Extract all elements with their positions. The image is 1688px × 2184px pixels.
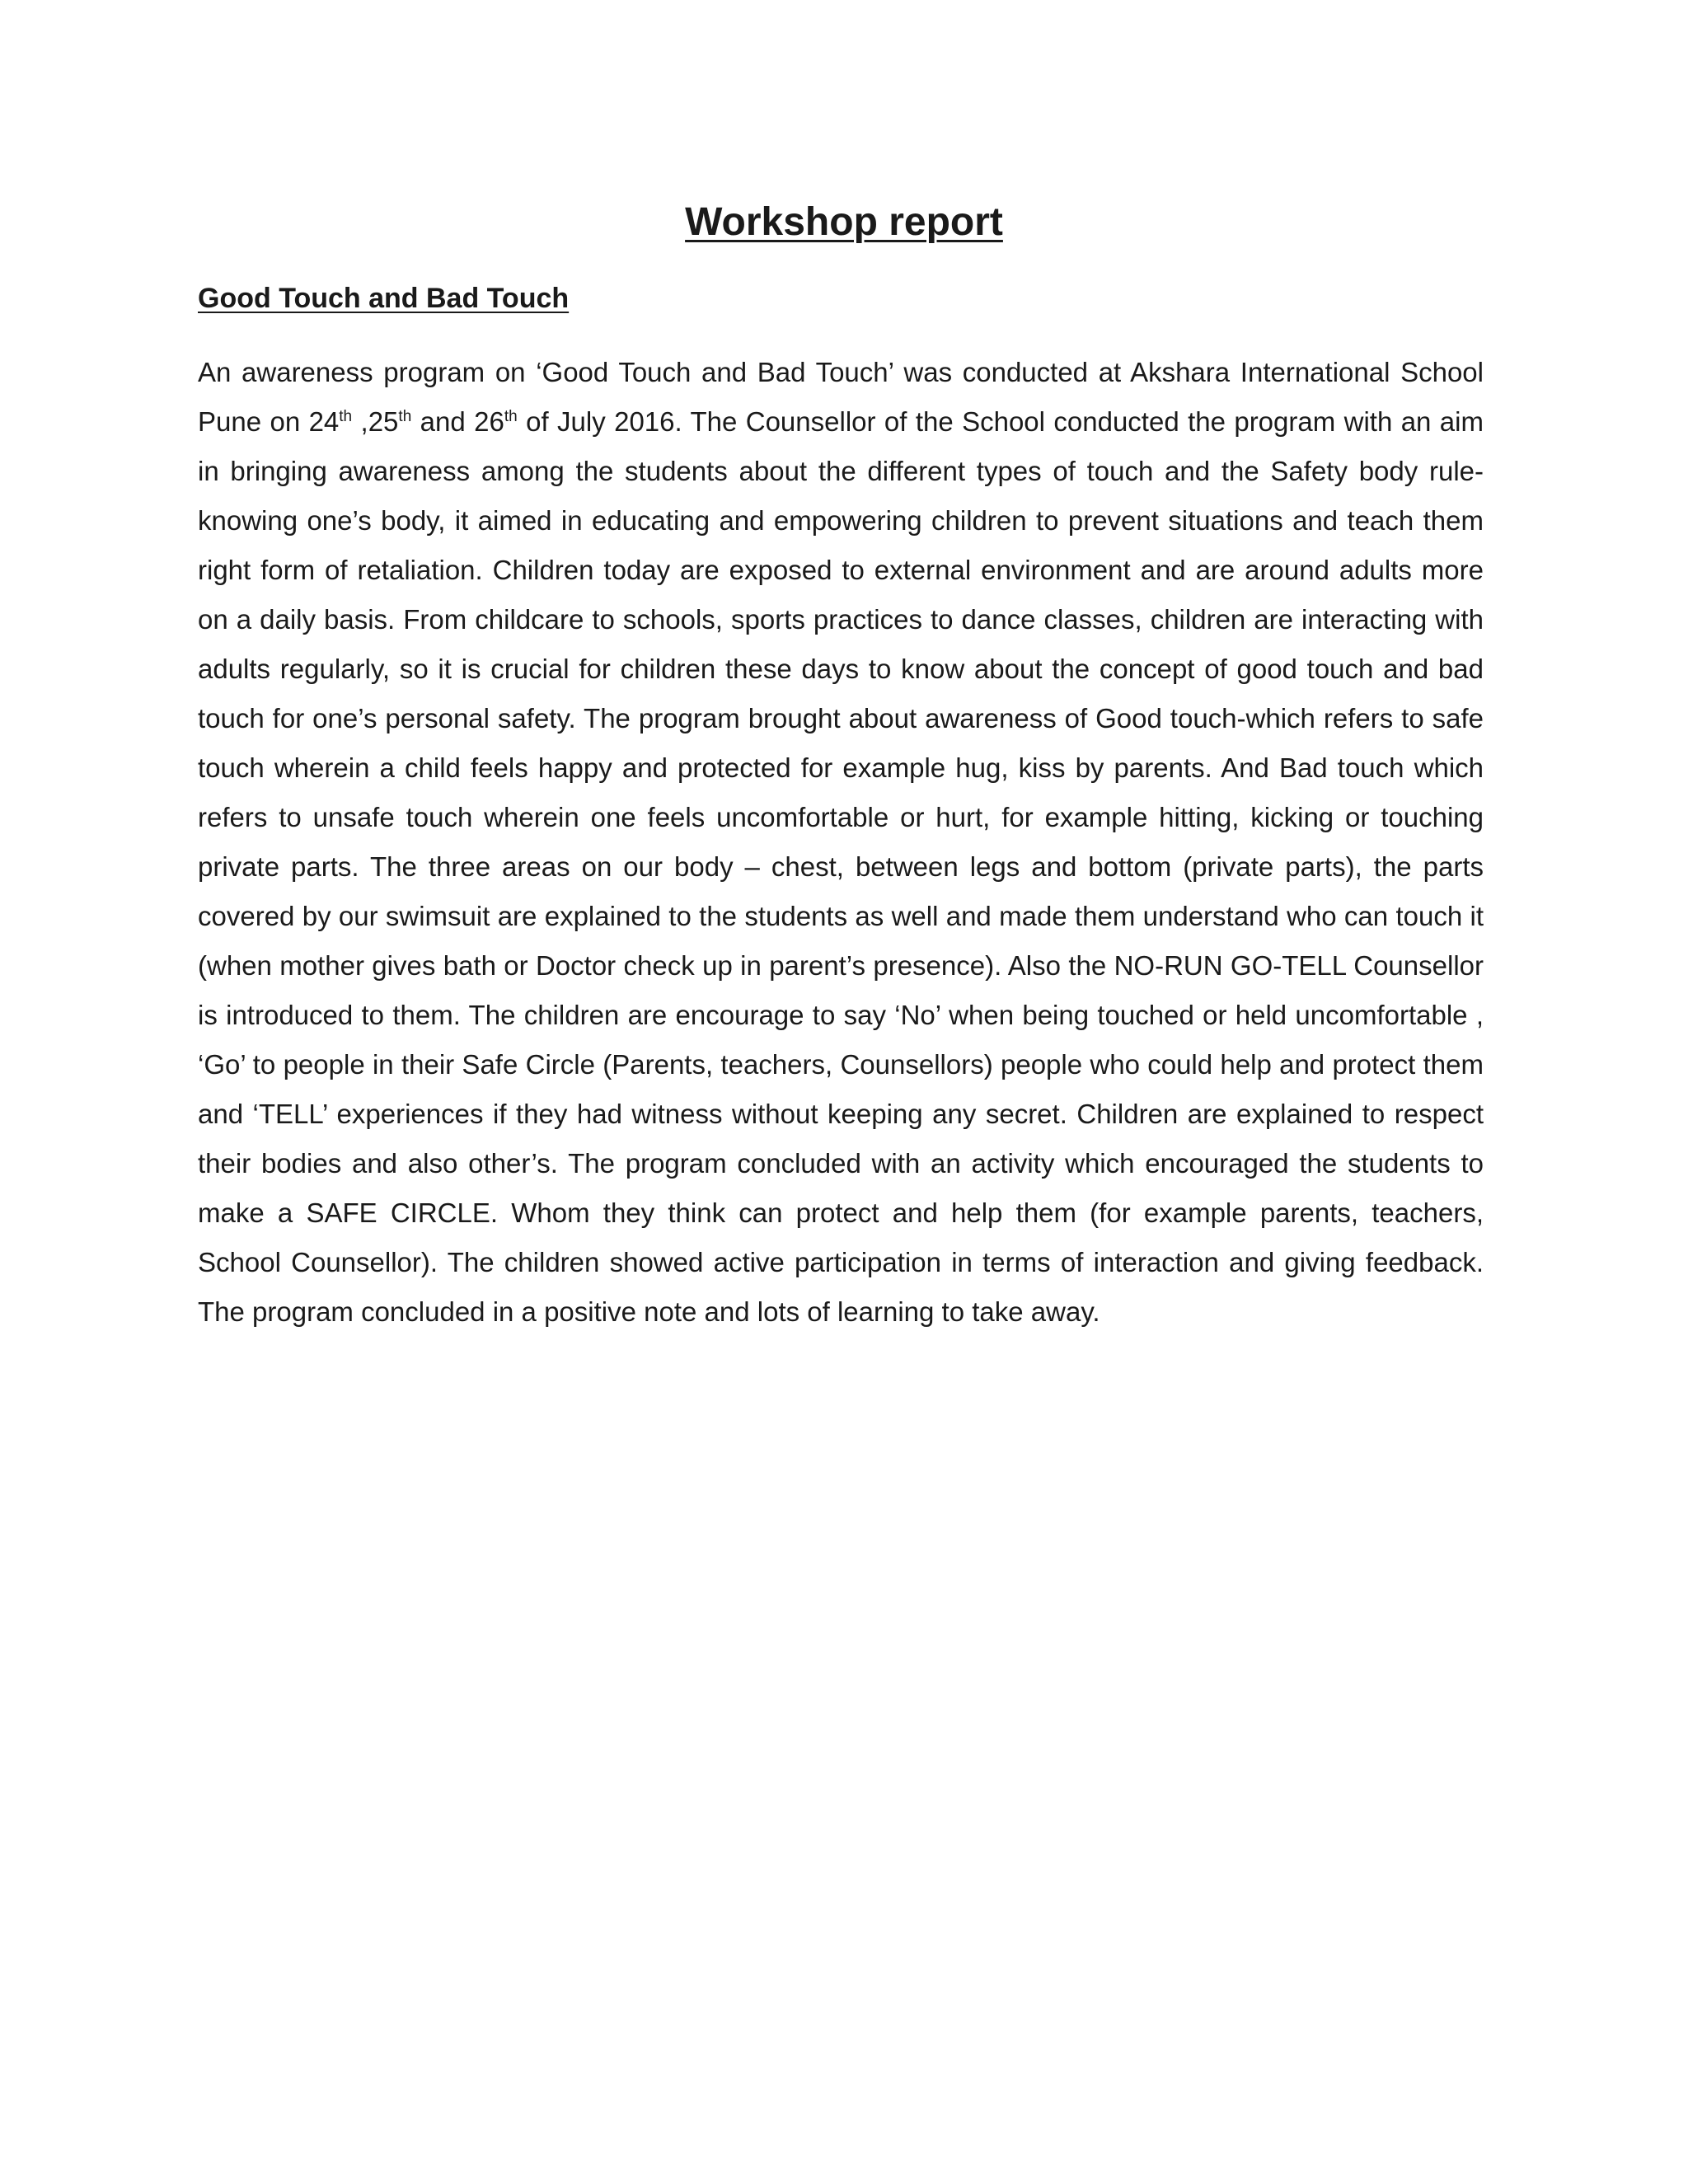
ordinal-suffix-1: th	[339, 408, 353, 425]
paragraph-text-part-4: of July 2016. The Counsellor of the School conducted the program with an aim in bringing awareness among the students about the different types of touch and the Safety body rule- knowing one’s body, it aimed in educating and empowering children to prevent situations and teach them right form of retaliation. Children today are exposed to external environment and are around adults more on a daily basis. From childcare to schools, sports practices to dance classes, children are interacting with adults regularly, so it is crucial for children these days to know about the concept of good touch and bad touch for one’s personal safety. The program brought about awareness of Good touch-which refers to safe touch wherein a child feels happy and protected for example hug, kiss by parents. And Bad touch which refers to unsafe touch wherein one feels uncomfortable or hurt, for example hitting, kicking or touching private parts. The three areas on our body – chest, between legs and bottom (private parts), the parts covered by our swimsuit are explained to the students as well and made them understand who can touch it (when mother gives bath or Doctor check up in parent’s presence). Also the NO-RUN GO-TELL Counsellor is introduced to them. The children are encourage to say ‘No’ when being touched or held uncomfortable , ‘Go’ to people in their Safe Circle (Parents, teachers, Counsellors) people who could help and protect them and ‘TELL’ experiences if they had witness without keeping any secret. Children are explained to respect their bodies and also other’s. The program concluded with an activity which encouraged the students to make a SAFE CIRCLE. Whom they think can protect and help them (for example parents, teachers, School Counsellor). The children showed active participation in terms of interaction and giving feedback. The program concluded in a positive note and lots of learning to take away.	[198, 406, 1484, 1327]
ordinal-suffix-3: th	[504, 408, 518, 425]
paragraph-text-part-1: An awareness program on ‘Good Touch and Bad Touch’ was conducted at Akshara International School Pune on 24	[198, 357, 1484, 437]
paragraph-text-part-3: and 26	[411, 406, 504, 437]
ordinal-suffix-2: th	[398, 408, 412, 425]
paragraph-text-part-2: ,25	[352, 406, 399, 437]
document-title: Workshop report	[685, 200, 1003, 244]
section-heading: Good Touch and Bad Touch	[198, 283, 570, 314]
body-paragraph	[198, 348, 1484, 1337]
